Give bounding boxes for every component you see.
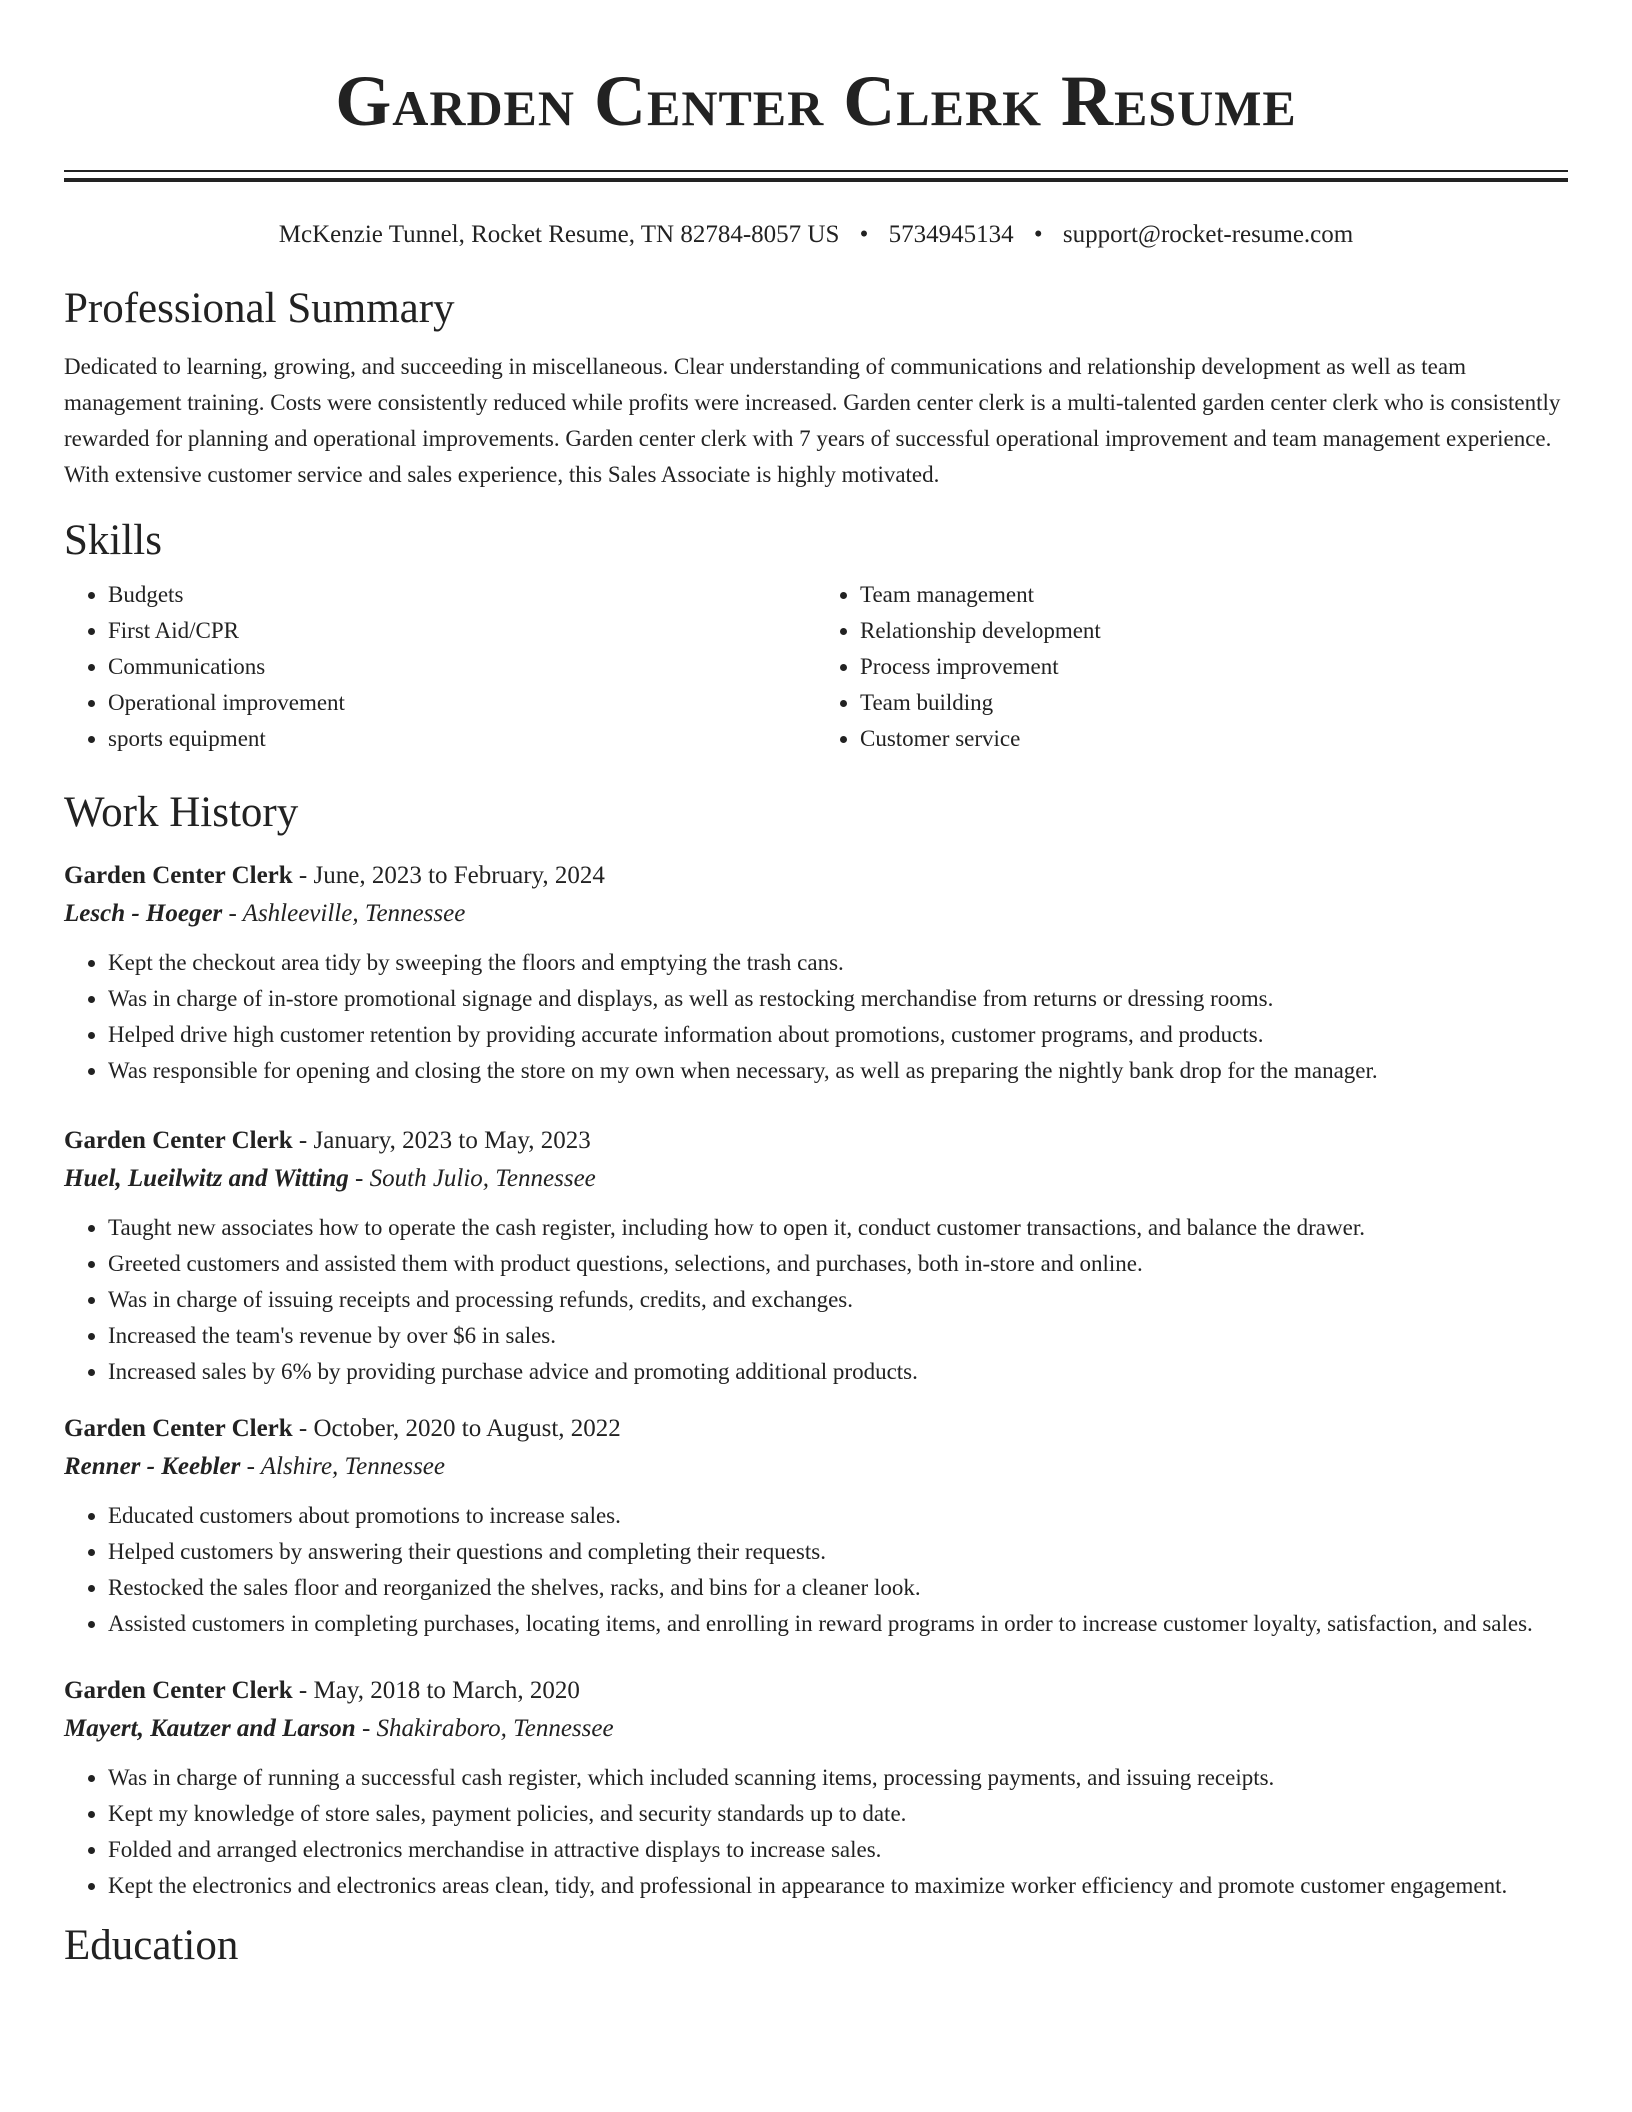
job-dates: - January, 2023 to May, 2023 [292,1127,591,1154]
contact-separator: • [1033,221,1043,248]
contact-line [64,218,1568,252]
job-title: Garden Center Clerk [64,862,293,889]
job-dates: - May, 2018 to March, 2020 [292,1677,580,1704]
job-bullets [64,1760,1568,1904]
skill-item: • Relationship development [860,613,1568,649]
skill-item: • Team management [860,577,1568,613]
job-bullet: • Assisted customers in completing purchases, locating items, and enrolling in reward programs in order to increase customer loyalty, satisfaction, and sales. [108,1606,1568,1642]
job-bullets [64,1498,1568,1642]
job-bullet: • Educated customers about promotions to increase sales. [108,1498,1568,1534]
job-bullet: • Folded and arranged electronics merchandise in attractive displays to increase sales. [108,1832,1568,1868]
job-bullet: • Increased sales by 6% by providing purchase advice and promoting additional products. [108,1354,1568,1390]
skills-list-right [816,577,1568,757]
job-bullet: • Greeted customers and assisted them with product questions, selections, and purchases, both in-store and online. [108,1246,1568,1282]
education-section [64,1918,1568,1974]
skills-columns [64,577,1568,757]
skill-item: • Operational improvement [108,685,816,721]
skills-list-left [64,577,816,757]
job-bullets [64,1210,1568,1390]
job-title: Garden Center Clerk [64,1415,293,1442]
job-location: - Alshire, Tennessee [240,1453,445,1480]
professional-summary-section [64,281,1568,493]
skill-item: • Team building [860,685,1568,721]
title-rule-thick [64,178,1568,182]
skill-item: • Budgets [108,577,816,613]
job-bullets [64,945,1568,1089]
job-title: Garden Center Clerk [64,1127,293,1154]
professional-summary-heading: Professional Summary [64,285,455,332]
job-bullet: • Was in charge of running a successful cash register, which included scanning items, processing payments, and issuing receipts. [108,1760,1568,1796]
job-entry [64,1410,1568,1642]
job-dates: - October, 2020 to August, 2022 [292,1415,621,1442]
job-title: Garden Center Clerk [64,1677,293,1704]
contact-address: McKenzie Tunnel, Rocket Resume, TN 82784-8057 US [278,221,840,248]
skill-item: • sports equipment [108,721,816,757]
job-bullet: • Kept the electronics and electronics areas clean, tidy, and professional in appearance to maximize worker efficiency and promote customer engagement. [108,1868,1568,1904]
resume-title: Garden Center Clerk Resume [335,61,1297,141]
education-heading: Education [64,1922,239,1969]
professional-summary-text: Dedicated to learning, growing, and succeeding in miscellaneous. Clear understanding of communications and relationship development as well as team management training. Costs were consistently reduced while profits were increased. Garden center clerk is a multi-talented garden center clerk who is consistently rewarded for planning and operational improvements. Garden center clerk with 7 years of successful operational improvement and team management experience. With extensive customer service and sales experience, this Sales Associate is highly motivated. [64,354,1561,487]
title-rule-thin [64,170,1568,172]
job-bullet: • Restocked the sales floor and reorganized the shelves, racks, and bins for a cleaner look. [108,1570,1568,1606]
job-title-line [64,1122,1568,1160]
job-title-line [64,857,1568,895]
job-location: - Shakiraboro, Tennessee [355,1715,614,1742]
job-entry [64,857,1568,1089]
skills-heading: Skills [64,517,162,564]
job-title-line [64,1410,1568,1448]
job-bullet: • Kept the checkout area tidy by sweeping the floors and emptying the trash cans. [108,945,1568,981]
job-bullet: • Was in charge of in-store promotional signage and displays, as well as restocking merchandise from returns or dressing rooms. [108,981,1568,1017]
skill-item: • First Aid/CPR [108,613,816,649]
job-location: - Ashleeville, Tennessee [222,900,466,927]
work-history-section [64,785,1568,1904]
job-employer-line [64,1160,1568,1198]
skills-section [64,513,1568,757]
work-history-heading: Work History [64,789,299,836]
job-employer: Lesch - Hoeger [64,900,223,927]
job-entry [64,1122,1568,1390]
skill-item: • Process improvement [860,649,1568,685]
job-title-line [64,1672,1568,1710]
job-dates: - June, 2023 to February, 2024 [292,862,605,889]
job-bullet: • Was responsible for opening and closing the store on my own when necessary, as well as preparing the nightly bank drop for the manager. [108,1053,1568,1089]
job-bullet: • Was in charge of issuing receipts and processing refunds, credits, and exchanges. [108,1282,1568,1318]
skill-item: • Customer service [860,721,1568,757]
contact-phone: 5734945134 [888,221,1014,248]
contact-email: support@rocket-resume.com [1062,221,1354,248]
job-entry [64,1672,1568,1904]
job-employer: Renner - Keebler [64,1453,241,1480]
job-employer-line [64,1448,1568,1486]
job-bullet: • Taught new associates how to operate the cash register, including how to open it, conduct customer transactions, and balance the drawer. [108,1210,1568,1246]
skill-item: • Communications [108,649,816,685]
job-employer-line [64,1710,1568,1748]
contact-separator: • [859,221,869,248]
job-employer: Huel, Lueilwitz and Witting [64,1165,349,1192]
job-employer: Mayert, Kautzer and Larson [64,1715,356,1742]
job-location: - South Julio, Tennessee [348,1165,596,1192]
job-employer-line [64,895,1568,933]
job-bullet: • Increased the team's revenue by over $6 in sales. [108,1318,1568,1354]
job-bullet: • Helped drive high customer retention by providing accurate information about promotions, customer programs, and products. [108,1017,1568,1053]
job-bullet: • Kept my knowledge of store sales, payment policies, and security standards up to date. [108,1796,1568,1832]
job-bullet: • Helped customers by answering their questions and completing their requests. [108,1534,1568,1570]
